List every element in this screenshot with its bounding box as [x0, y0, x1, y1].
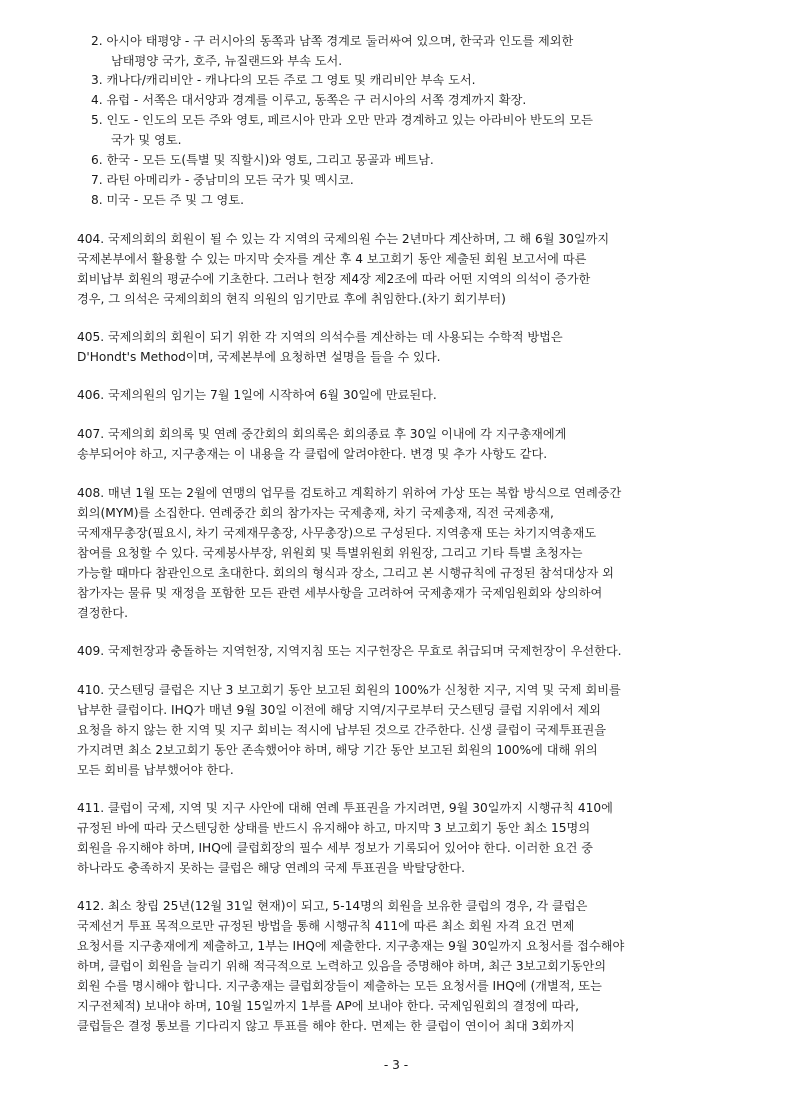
paragraph-line: 410. 굿스텐딩 클럽은 지난 3 보고회기 동안 보고된 회원의 100%가 신청한 지구, 지역 및 국제 회비를 — [77, 683, 621, 697]
paragraph-line: 411. 클럽이 국제, 지역 및 지구 사안에 대해 연례 투표권을 가지려면, 9월 30일까지 시행규칙 410에 — [77, 801, 613, 815]
paragraph-line: 409. 국제헌장과 충돌하는 지역헌장, 지역지침 또는 지구헌장은 무효로 취급되며 국제헌장이 우선한다. — [77, 644, 622, 658]
paragraph-line: 회의(MYM)를 소집한다. 연례중간 회의 참가자는 국제총재, 차기 국제총재, 직전 국제총재, — [77, 506, 554, 520]
paragraph-line: 406. 국제의원의 임기는 7월 1일에 시작하여 6월 30일에 만료된다. — [77, 388, 437, 402]
list-item: 7. 라틴 아메리카 - 중남미의 모든 국가 및 멕시코. — [91, 173, 354, 187]
paragraph-line: 요청을 하지 않는 한 지역 및 지구 회비는 적시에 납부된 것으로 간주한다. 신생 클럽이 국제투표권을 — [77, 723, 607, 737]
list-item: 6. 한국 - 모든 도(특별 및 직할시)와 영토, 그리고 몽골과 베트남. — [91, 153, 434, 167]
list-item: 4. 유럽 - 서쪽은 대서양과 경계를 이루고, 동쪽은 구 러시아의 서쪽 경계까지 확장. — [91, 93, 527, 107]
paragraph-line: D'Hondt's Method이며, 국제본부에 요청하면 설명을 들을 수 있다. — [77, 350, 441, 364]
paragraph-line: 412. 최소 창립 25년(12월 31일 현재)이 되고, 5-14명의 회원을 보유한 클럽의 경우, 각 클럽은 — [77, 899, 588, 913]
list-item: 2. 아시아 태평양 - 구 러시아의 동쪽과 남쪽 경계로 둘러싸여 있으며, 한국과 인도를 제외한 — [91, 34, 574, 48]
paragraph-line: 납부한 클럽이다. IHQ가 매년 9월 30일 이전에 해당 지역/지구로부터 굿스텐딩 클럽 지위에서 제외 — [77, 703, 601, 717]
list-item: 3. 캐나다/캐리비안 - 캐나다의 모든 주로 그 영토 및 캐리비안 부속 도서. — [91, 73, 476, 87]
paragraph-line: 국제본부에서 활용할 수 있는 마지막 숫자를 계산 후 4 보고회기 동안 제출된 회원 보고서에 따른 — [77, 252, 587, 266]
paragraph-line: 가능할 때마다 참관인으로 초대한다. 회의의 형식과 장소, 그리고 본 시행규칙에 규정된 참석대상자 외 — [77, 566, 614, 580]
paragraph-line: 규정된 바에 따라 굿스텐딩한 상태를 반드시 유지해야 하고, 마지막 3 보고회기 동안 최소 15명의 — [77, 821, 591, 835]
paragraph-line: 404. 국제의회의 회원이 될 수 있는 각 지역의 국제의원 수는 2년마다 계산하며, 그 해 6월 30일까지 — [77, 232, 610, 246]
paragraph-line: 가지려면 최소 2보고회기 동안 존속했어야 하며, 해당 기간 동안 보고된 회원의 100%에 대해 위의 — [77, 743, 598, 757]
paragraph-line: 국제선거 투표 목적으로만 규정된 방법을 통해 시행규칙 411에 따른 최소 회원 자격 요건 면제 — [77, 919, 575, 933]
paragraph-line: 회원 수를 명시해야 합니다. 지구총재는 클럽회장들이 제출하는 모든 요청서를 IHQ에 (개별적, 또는 — [77, 979, 602, 993]
paragraph-line: 송부되어야 하고, 지구총재는 이 내용을 각 클럽에 알려야한다. 변경 및 추가 사항도 같다. — [77, 447, 548, 461]
paragraph-line: 하며, 클럽이 회원을 늘리기 위해 적극적으로 노력하고 있음을 증명해야 하며, 최근 3보고회기동안의 — [77, 959, 607, 973]
paragraph-line: 참가자는 물류 및 재정을 포함한 모든 관련 세부사항을 고려하여 국제총재가 국제임원회와 상의하여 — [77, 586, 603, 600]
list-item-continuation: 남태평양 국가, 호주, 뉴질랜드와 부속 도서. — [111, 54, 343, 68]
paragraph-line: 국제재무총장(필요시, 차기 국제재무총장, 사무총장)으로 구성된다. 지역총재 또는 차기지역총재도 — [77, 526, 597, 540]
paragraph-line: 모든 회비를 납부했어야 한다. — [77, 763, 234, 777]
paragraph-line: 408. 매년 1월 또는 2월에 연맹의 업무를 검토하고 계획하기 위하여 가상 또는 복합 방식으로 연례중간 — [77, 486, 622, 500]
list-item: 8. 미국 - 모든 주 및 그 영토. — [91, 193, 244, 207]
paragraph-line: 회원을 유지해야 하며, IHQ에 클럽회장의 필수 세부 정보가 기록되어 있어야 한다. 이러한 요건 중 — [77, 841, 594, 855]
paragraph-line: 405. 국제의회의 회원이 되기 위한 각 지역의 의석수를 계산하는 데 사용되는 수학적 방법은 — [77, 330, 563, 344]
paragraph-line: 요청서를 지구총재에게 제출하고, 1부는 IHQ에 제출한다. 지구총재는 9월 30일까지 요청서를 접수해야 — [77, 939, 625, 953]
list-item-continuation: 국가 및 영토. — [111, 133, 182, 147]
paragraph-line: 회비납부 회원의 평균수에 기초한다. 그러나 헌장 제4장 제2조에 따라 어떤 지역의 의석이 증가한 — [77, 272, 591, 286]
paragraph-line: 경우, 그 의석은 국제의회의 현직 의원의 임기만료 후에 취임한다.(차기 회기부터) — [77, 292, 506, 306]
paragraph-line: 지구전체적) 보내야 하며, 10월 15일까지 1부를 AP에 보내야 한다. 국제임원회의 결정에 따라, — [77, 999, 579, 1013]
page-number: - 3 - — [383, 1058, 409, 1072]
paragraph-line: 결정한다. — [77, 606, 128, 620]
paragraph-line: 하나라도 충족하지 못하는 클럽은 해당 연례의 국제 투표권을 박탈당한다. — [77, 861, 466, 875]
paragraph-line: 참여를 요청할 수 있다. 국제봉사부장, 위원회 및 특별위원회 위원장, 그리고 기타 특별 초청자는 — [77, 546, 583, 560]
paragraph-line: 407. 국제의회 회의록 및 연례 중간회의 회의록은 회의종료 후 30일 이내에 각 지구총재에게 — [77, 427, 567, 441]
list-item: 5. 인도 - 인도의 모든 주와 영토, 페르시아 만과 오만 만과 경계하고 있는 아라비아 반도의 모든 — [91, 113, 593, 127]
paragraph-line: 클럽들은 결정 통보를 기다리지 않고 투표를 해야 한다. 면제는 한 클럽이 연이어 최대 3회까지 — [77, 1019, 575, 1033]
